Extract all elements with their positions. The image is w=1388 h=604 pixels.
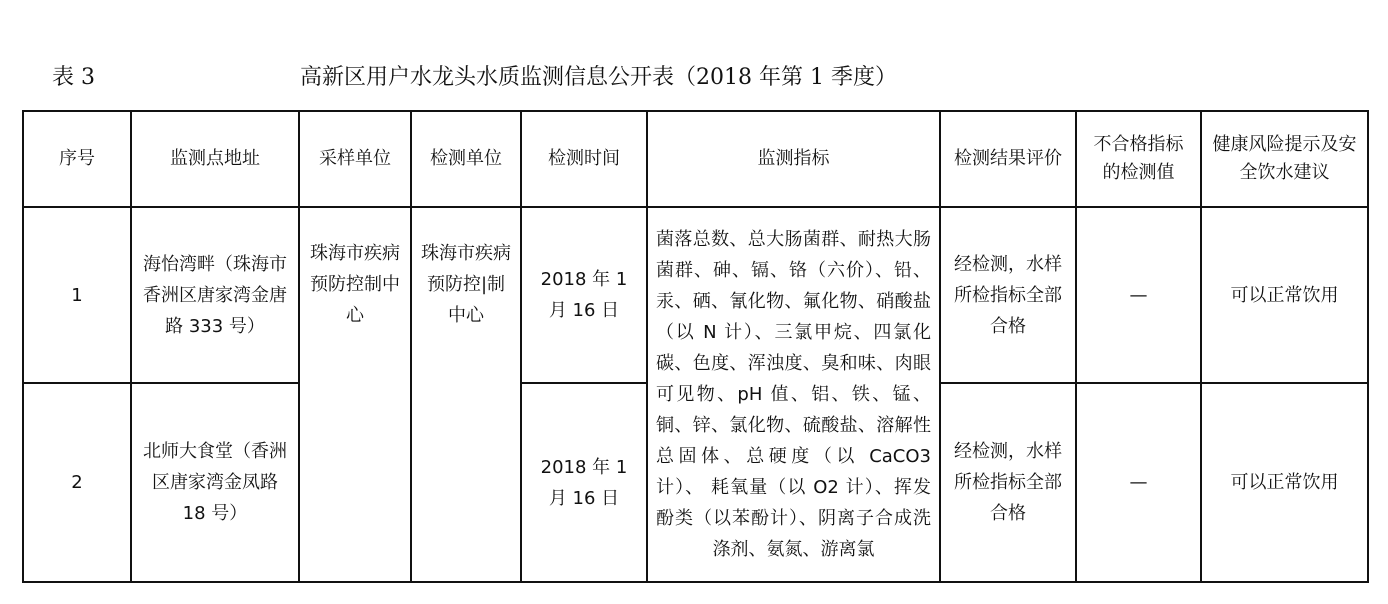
- row-site: 北师大食堂（香洲区唐家湾金凤路 18 号）: [131, 383, 299, 582]
- row-seq: 2: [23, 383, 131, 582]
- header-time: 检测时间: [521, 111, 647, 207]
- row-time: 2018 年 1 月 16 日: [521, 207, 647, 383]
- row-fail-value: —: [1076, 207, 1201, 383]
- row-result: 经检测，水样所检指标全部合格: [940, 207, 1076, 383]
- header-sampler: 采样单位: [299, 111, 411, 207]
- row-advice: 可以正常饮用: [1201, 207, 1368, 383]
- header-indicators: 监测指标: [647, 111, 940, 207]
- monitoring-table: [22, 110, 1369, 583]
- indicators-cell: 菌落总数、总大肠菌群、耐热大肠菌群、砷、镉、铬（六价）、铅、汞、硒、氰化物、氟化物、硝酸盐（以 N 计）、三氯甲烷、四氯化碳、色度、浑浊度、臭和味、肉眼可见物、pH 值、铝、铁、锰、铜、锌、氯化物、硫酸盐、溶解性总固体、总硬度（以 CaCO3 计）、 耗氧量（以 O2 计）、挥发酚类（以苯酚计）、阴离子合成洗涤剂、氨氮、游离氯: [647, 207, 940, 582]
- row-seq: 1: [23, 207, 131, 383]
- row-site: 海怡湾畔（珠海市香洲区唐家湾金唐路 333 号）: [131, 207, 299, 383]
- row-result: 经检测，水样所检指标全部合格: [940, 383, 1076, 582]
- page-title: 高新区用户水龙头水质监测信息公开表（2018 年第 1 季度）: [300, 65, 897, 90]
- row-fail-value: —: [1076, 383, 1201, 582]
- table-label: 表 3: [52, 65, 95, 90]
- table-row: [23, 207, 1368, 383]
- row-advice: 可以正常饮用: [1201, 383, 1368, 582]
- header-site: 监测点地址: [131, 111, 299, 207]
- table-header-row: [23, 111, 1368, 207]
- tester-cell: 珠海市疾病预防控|制中心: [411, 207, 521, 582]
- row-time: 2018 年 1 月 16 日: [521, 383, 647, 582]
- header-tester: 检测单位: [411, 111, 521, 207]
- header-fail-value: 不合格指标的检测值: [1076, 111, 1201, 207]
- sampler-cell: 珠海市疾病预防控制中心: [299, 207, 411, 582]
- header-advice: 健康风险提示及安全饮水建议: [1201, 111, 1368, 207]
- header-result: 检测结果评价: [940, 111, 1076, 207]
- header-seq: 序号: [23, 111, 131, 207]
